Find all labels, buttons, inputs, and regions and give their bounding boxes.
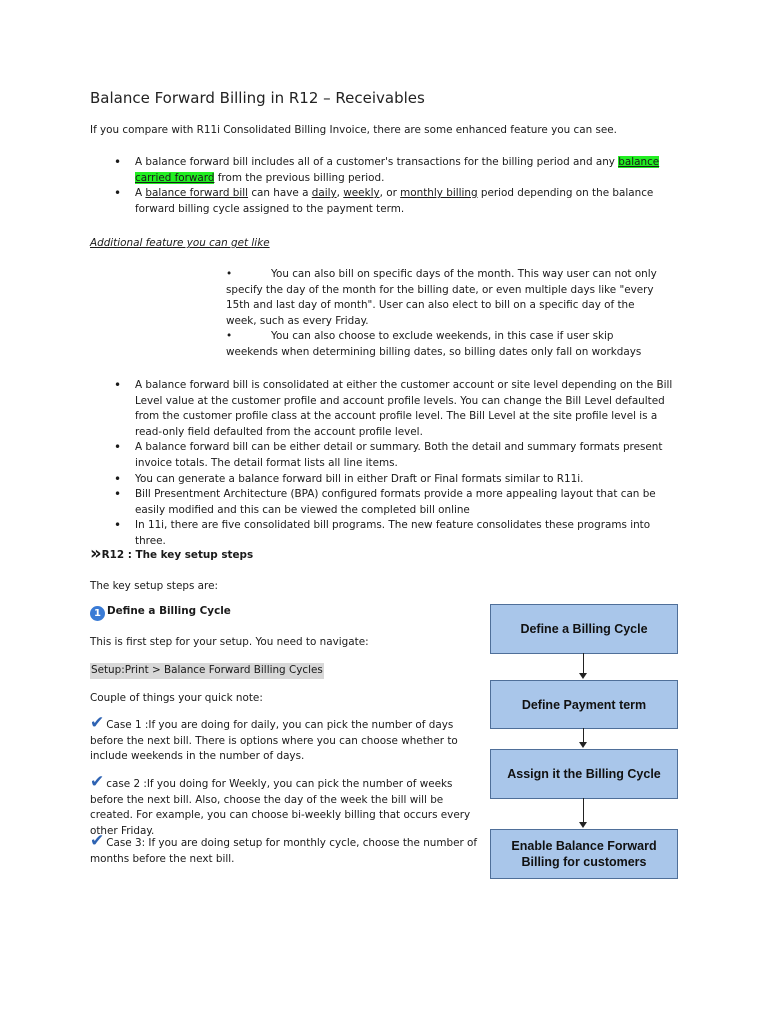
case-text: Case 3: If you are doing setup for monthly cycle, choose the number of months before the next bill. [90,837,478,865]
text-span: A [135,187,146,200]
text-span: , [336,187,344,200]
indented-item [226,329,666,360]
arrow-down-icon [579,822,587,828]
flow-box-label: Enable Balance Forward Billing for customers [511,839,657,869]
section-heading-r12 [90,543,254,564]
flow-connector [583,798,584,822]
key-steps-text: The key setup steps are: [90,580,218,592]
highlighted-link[interactable]: balance carried forward [135,156,660,184]
flow-box-define-payment-term: Define Payment term [490,680,678,729]
feature-list-2 [90,378,680,550]
checkmark-icon: ✔ [90,713,105,733]
indented-feature-block [226,267,666,361]
case-text: Case 1 :If you are doing for daily, you can pick the number of days before the next bill. There is options where you can choose whether to include weekends in the number of days. [90,719,458,763]
case-note [90,831,480,867]
indented-text: You can also bill on specific days of the month. This way user can not only specify the day of the month for the billing date, or even multiple days like "every 15th and last day of month". User can also elect to bill on a specific day of the week, such as every Friday. [226,268,657,327]
indented-text: You can also choose to exclude weekends, in this case if user skip weekends when determining billing dates, so billing dates only fall on workdays [226,330,642,358]
step-description: This is first step for your setup. You need to navigate: [90,636,369,648]
list-item: • You can generate a balance forward bill in either Draft or Final formats similar to R11i. [90,472,680,488]
bullet: • [226,330,233,343]
intro-paragraph: If you compare with R11i Consolidated Billing Invoice, there are some enhanced feature you can see. [90,124,617,136]
step-label: Define a Billing Cycle [107,605,231,617]
arrow-down-icon [579,673,587,679]
link-balance-forward-bill[interactable]: balance forward bill [145,187,249,200]
case-note [90,713,480,765]
arrow-down-icon [579,742,587,748]
step-heading [90,604,231,621]
indented-item [226,267,666,329]
list-item [90,155,680,186]
text-span: from the previous billing period. [214,171,385,184]
text-span: can have a [248,187,312,200]
flow-connector [583,653,584,673]
list-item: • In 11i, there are five consolidated bill programs. The new feature consolidates these programs into three. [90,518,680,549]
step-number-icon: 1 [90,606,105,621]
navigation-path: Setup:Print > Balance Forward Billing Cycles [90,663,324,679]
flow-connector [583,728,584,742]
page-title: Balance Forward Billing in R12 – Receivables [90,89,425,107]
text-span: , or [379,187,401,200]
list-item [90,186,680,217]
text-span: period depending on the balance forward billing cycle assigned to the payment term. [135,187,654,215]
link-weekly[interactable]: weekly [343,187,380,200]
link-monthly-billing[interactable]: monthly billing [400,187,478,200]
flow-box-enable-balance-forward [490,829,678,879]
section-heading-text: R12 : The key setup steps [101,549,254,561]
text-span: A balance forward bill includes all of a customer's transactions for the billing period and any [135,156,619,168]
checkmark-icon: ✔ [90,831,105,851]
case-note [90,772,480,839]
list-item: • A balance forward bill is consolidated at either the customer account or site level depending on the Bill Level value at the customer profile and account profile levels. You can change the Bill Level defaulted from the customer profile class at the account profile level. The Bill Level at the site profile level is a read-only field defaulted from the account profile level. [90,378,680,440]
list-item: • Bill Presentment Architecture (BPA) configured formats provide a more appealing layout that can be easily modified and this can be viewed the completed bill online [90,487,680,518]
flow-box-assign-billing-cycle: Assign it the Billing Cycle [490,749,678,799]
checkmark-icon: ✔ [90,772,105,792]
notes-intro: Couple of things your quick note: [90,692,263,704]
flow-box-define-billing-cycle: Define a Billing Cycle [490,604,678,654]
feature-list [90,155,680,217]
link-daily[interactable]: daily [311,187,337,200]
bullet: • [226,268,233,280]
additional-feature-heading: Additional feature you can get like [90,237,270,249]
case-text: case 2 :If you doing for Weekly, you can pick the number of weeks before the next bill. Also, choose the day of the week the bill will be created. For example, you can choose bi-weekly billing that occurs every other Friday. [90,778,471,837]
list-item: • A balance forward bill can be either detail or summary. Both the detail and summary formats present invoice totals. The detail format lists all line items. [90,440,680,471]
double-chevron-icon: » [90,543,98,564]
